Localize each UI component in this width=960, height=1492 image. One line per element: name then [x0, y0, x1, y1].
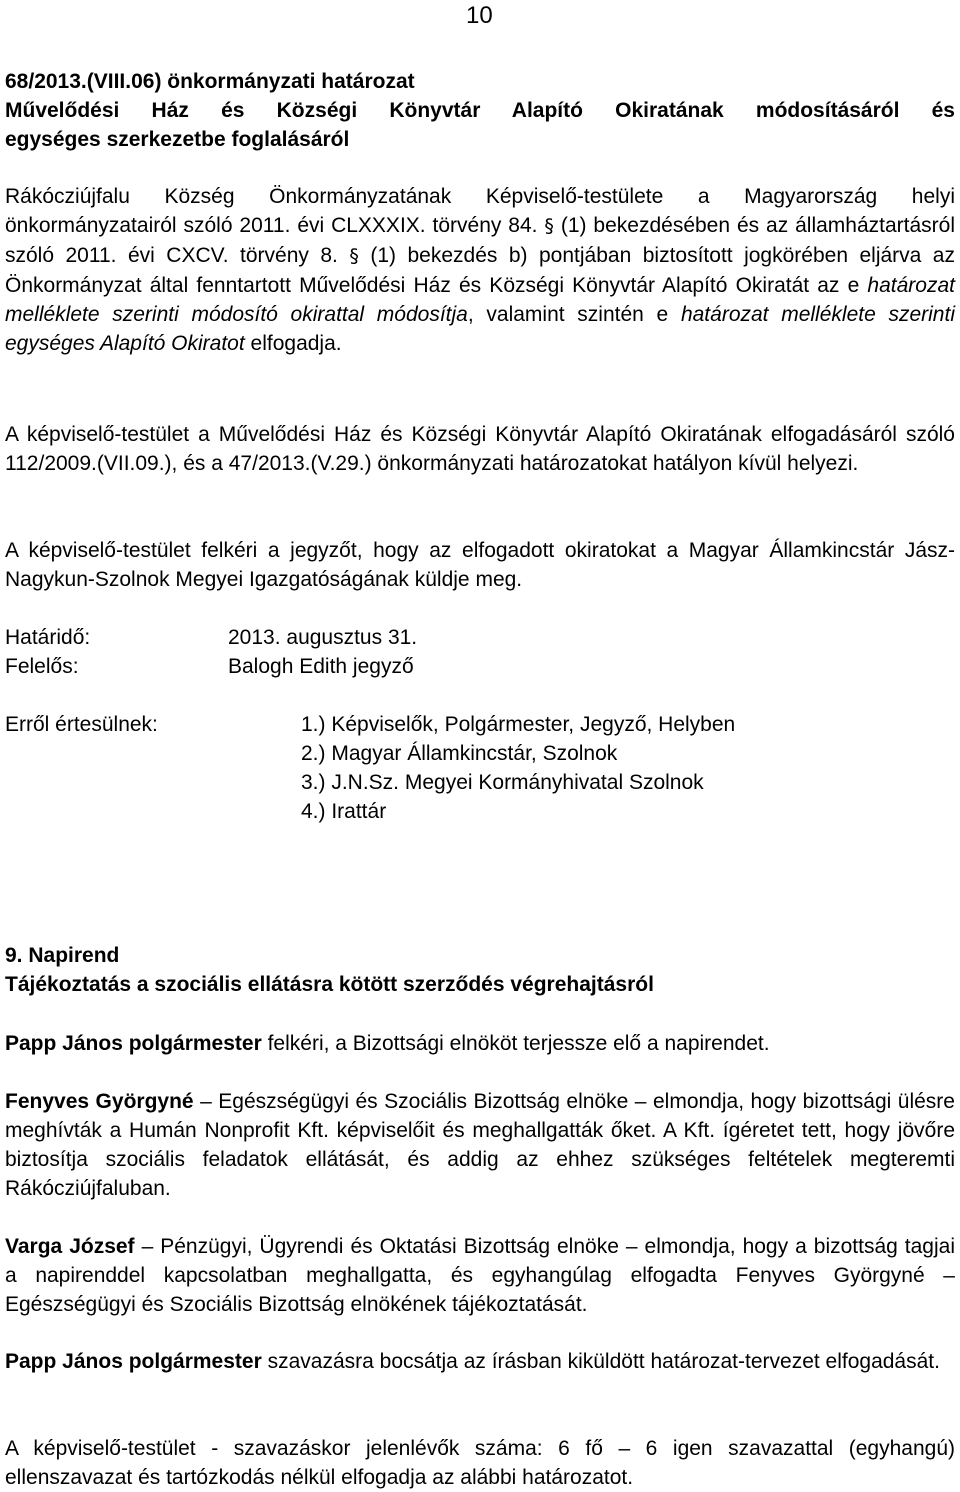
- resolution-paragraph-3: A képviselő-testület felkéri a jegyzőt, hogy az elfogadott okiratokat a Magyar Államkincstár Jász-Nagykun-Szolnok Megyei Igazgatóságának küldje meg.: [5, 539, 955, 591]
- resolution-text: elfogadja.: [250, 332, 342, 355]
- distribution-item: 2.) Magyar Államkincstár, Szolnok: [301, 742, 618, 765]
- minutes-paragraph-5: A képviselő-testület - szavazáskor jelenlévők száma: 6 fő – 6 igen szavazattal (egyhangú) ellenszavazat és tartózkodás nélkül elfogadja az alábbi határozatot.: [5, 1437, 955, 1489]
- resolution-text: , valamint szintén e: [467, 303, 669, 326]
- distribution-item: 4.) Irattár: [301, 800, 387, 823]
- resolution-text: (1) bekezdésében és az államháztartásról szóló 2011. évi CXCV. törvény 8.: [5, 214, 956, 267]
- minutes-text: – Egészségügyi és Szociális Bizottság elnöke – elmondja, hogy bizottsági ülésre meghívták a Humán Nonprofit Kft. képviselőit és meghallgatták őket. A Kft. ígéretet tett, hogy jövőre biztosítja szociális feladatok ellátását, és addig az ehhez szükséges feltételek megteremti Rákócziújfaluban.: [5, 1090, 955, 1200]
- speaker-name: Varga József: [5, 1235, 135, 1258]
- speaker-name: Fenyves Györgyné: [5, 1090, 194, 1113]
- responsible-label: Felelős:: [5, 655, 79, 678]
- distribution-item: 1.) Képviselők, Polgármester, Jegyző, Helyben: [301, 713, 736, 736]
- minutes-paragraph-4: [5, 1347, 955, 1376]
- italic-reference: határozat melléklete szerinti módosító okirattal módosítja: [5, 274, 955, 326]
- minutes-text: felkéri, a Bizottsági elnököt terjessze elő a napirendet.: [267, 1032, 770, 1055]
- minutes-text: – Pénzügyi, Ügyrendi és Oktatási Bizottság elnöke – elmondja, hogy a bizottság tagjai a napirenddel kapcsolatban meghallgatta, és egyhangúlag elfogadta Fenyves Györgyné – Egészségügyi és Szociális Bizottság elnökének tájékoztatását.: [5, 1235, 956, 1316]
- agenda-heading: [5, 941, 955, 999]
- agenda-number: 9. Napirend: [5, 944, 120, 967]
- resolution-title-line2: egységes szerkezetbe foglalásáról: [5, 128, 350, 151]
- resolution-paragraph-1: [5, 182, 955, 358]
- resolution-text: (1) bekezdés b) pontjában biztosított jogkörében eljárva az Önkormányzat által fenntartott Művelődési Ház és Községi Könyvtár Alapító Okiratát az e: [5, 244, 955, 297]
- minutes-paragraph-3: [5, 1232, 955, 1319]
- resolution-number: 68/2013.(VIII.06) önkormányzati határozat: [5, 70, 415, 93]
- minutes-text: szavazásra bocsátja az írásban kiküldött határozat-tervezet elfogadását.: [267, 1350, 940, 1373]
- responsible-value: Balogh Edith jegyző: [228, 655, 414, 678]
- agenda-title: Tájékoztatás a szociális ellátásra kötött szerződés végrehajtásról: [5, 973, 654, 996]
- deadline-row: [5, 623, 417, 652]
- minutes-paragraph-1: [5, 1029, 955, 1058]
- resolution-paragraph-2: A képviselő-testület a Művelődési Ház és Községi Könyvtár Alapító Okiratának elfogadásáról szóló 112/2009.(VII.09.), és a 47/2013.(V.29.) önkormányzati határozatokat hatályon kívül helyezi.: [5, 423, 955, 475]
- speaker-name: Papp János polgármester: [5, 1350, 262, 1373]
- deadline-value: 2013. augusztus 31.: [228, 626, 418, 649]
- deadline-label: Határidő:: [5, 626, 91, 649]
- page-number: 10: [466, 2, 493, 29]
- minutes-paragraph-2: [5, 1087, 955, 1203]
- section-sign: §: [544, 215, 554, 237]
- resolution-title-line1: Művelődési Ház és Községi Könyvtár Alapító Okiratának módosításáról és: [5, 99, 955, 122]
- responsible-row: [5, 652, 414, 681]
- distribution-label: Erről értesülnek:: [5, 713, 158, 736]
- speaker-name: Papp János polgármester: [5, 1032, 262, 1055]
- italic-reference: határozat melléklete szerinti egységes Alapító Okiratot: [5, 303, 955, 355]
- section-sign: §: [349, 245, 359, 267]
- distribution-item: 3.) J.N.Sz. Megyei Kormányhivatal Szolnok: [301, 771, 704, 794]
- resolution-text: Rákócziújfalu Község Önkormányzatának Képviselő-testülete a Magyarország helyi önkormányzatairól szóló 2011. évi CLXXXIX. törvény 84.: [5, 185, 955, 237]
- distribution-list: [301, 710, 735, 826]
- resolution-header: [5, 67, 955, 154]
